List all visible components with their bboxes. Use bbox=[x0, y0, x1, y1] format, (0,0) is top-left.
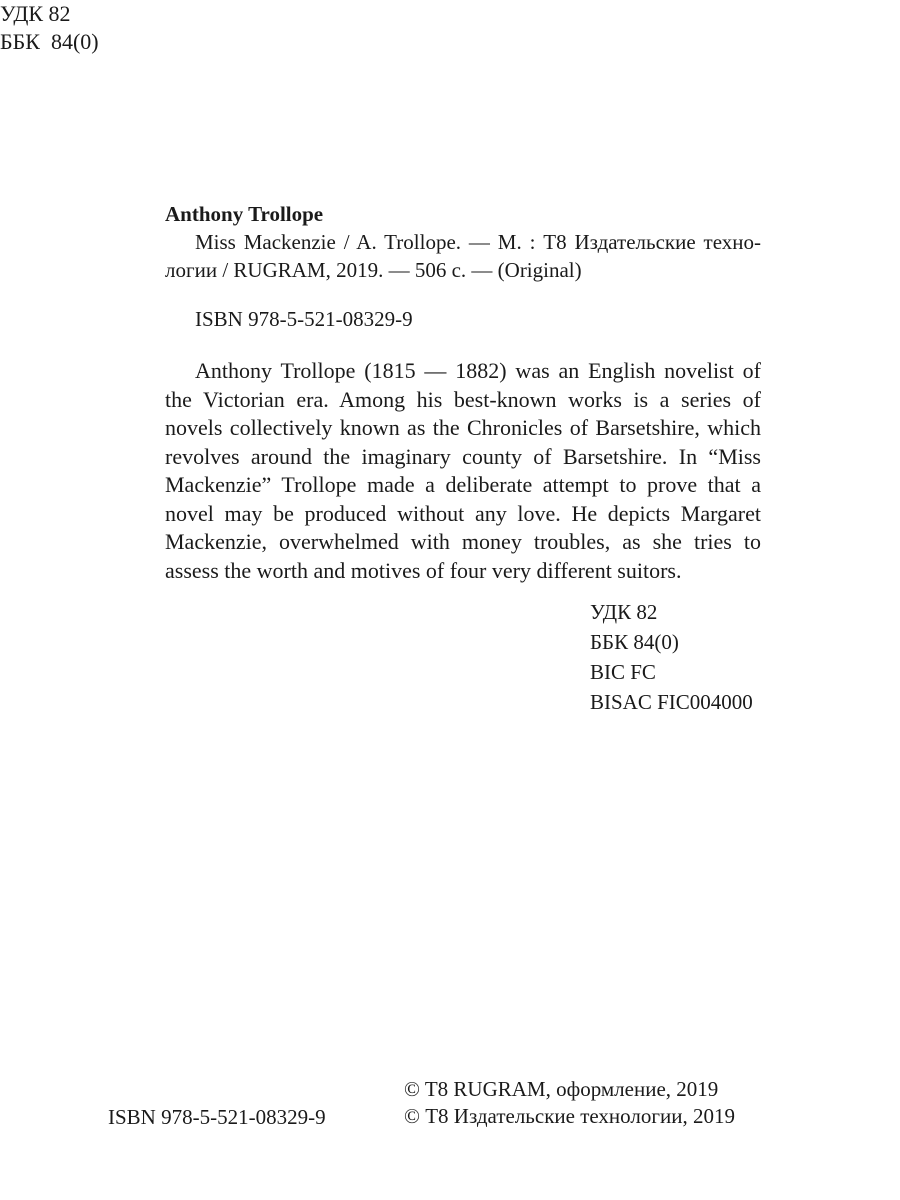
bibliographic-description: Miss Mackenzie / A. Trollope. — М. : Т8 Издательские техно-логии / RUGRAM, 2019. — 506 с. — (Original) bbox=[165, 230, 761, 282]
bic-code: BIC FC bbox=[590, 660, 656, 684]
bisac-code: BISAC FIC004000 bbox=[590, 690, 753, 714]
isbn-footer: ISBN 978-5-521-08329-9 bbox=[108, 1105, 326, 1129]
bbk-code-secondary: ББК 84(0) bbox=[590, 630, 679, 654]
classification-block bbox=[590, 597, 753, 717]
copyright-block bbox=[404, 1076, 735, 1130]
udk-code: УДК 82 bbox=[0, 1, 71, 26]
classification-top bbox=[0, 0, 900, 56]
annotation bbox=[165, 357, 761, 585]
copyright-design: © T8 RUGRAM, оформление, 2019 bbox=[404, 1077, 719, 1101]
udk-code-secondary: УДК 82 bbox=[590, 600, 658, 624]
annotation-text: Anthony Trollope (1815 — 1882) was an English novelist of the Victorian era. Among his best-known works is a series of novels collectively known as the Chronicles of Barsetshire, which revolves around the imaginary county of Barsetshire. In “Miss Mackenzie” Trollope made a deliberate attempt to prove that a novel may be produced without any love. He depicts Margaret Mackenzie, overwhelmed with money troubles, as she tries to assess the worth and motives of four very different suitors. bbox=[165, 358, 761, 583]
isbn-main: ISBN 978-5-521-08329-9 bbox=[195, 307, 413, 331]
copyright-publisher: © Т8 Издательские технологии, 2019 bbox=[404, 1104, 735, 1128]
author-name: Anthony Trollope bbox=[165, 202, 324, 226]
bbk-code: ББК 84(0) bbox=[0, 29, 99, 54]
